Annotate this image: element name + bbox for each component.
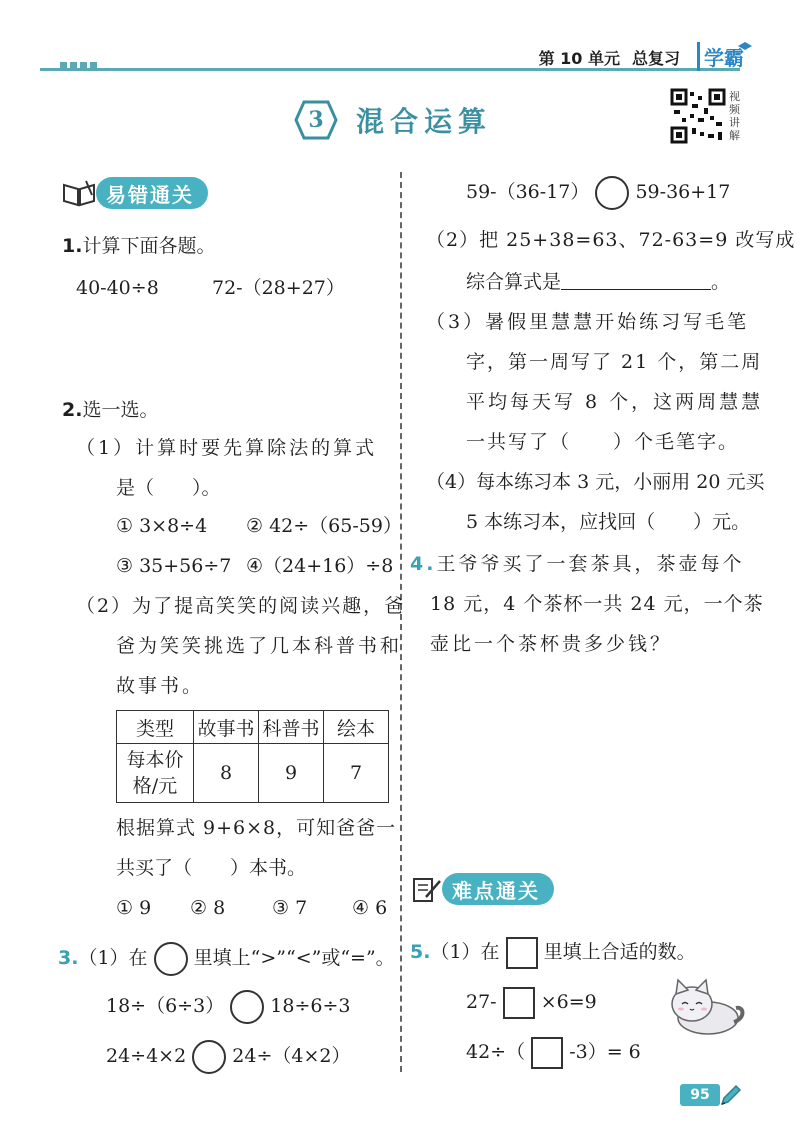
q3-p2-prefix: 综合算式是 xyxy=(466,271,562,293)
q2-p2-line3: 故事书。 xyxy=(116,675,205,697)
table-header-cell: 故事书 xyxy=(194,711,259,744)
section-title-easy xyxy=(96,177,208,209)
table-cell: 9 xyxy=(259,744,324,803)
question-number: 2. xyxy=(62,399,83,421)
q3-p3-line1: （3）暑假里慧慧开始练习写毛笔 xyxy=(426,311,750,333)
compare-circle-1[interactable] xyxy=(230,990,264,1024)
answer-square-1[interactable] xyxy=(503,987,535,1019)
question-number: 5. xyxy=(410,941,431,963)
row-label-line: 格/元 xyxy=(132,775,178,797)
section-title-hard xyxy=(442,873,554,905)
compare-right: 18÷6÷3 xyxy=(270,995,351,1017)
answer-square-2[interactable] xyxy=(531,1037,563,1069)
q3-compare-1 xyxy=(106,990,351,1024)
q1-expression-2: 72-（28+27） xyxy=(212,277,345,299)
table-header-cell: 类型 xyxy=(117,711,194,744)
q2-option-4[interactable]: ④（24+16）÷8 xyxy=(246,555,394,577)
q4-line3: 壶比一个茶杯贵多少钱？ xyxy=(430,633,673,655)
q5-p1-suffix: 里填上合适的数。 xyxy=(543,941,696,963)
q2-p2-line1: （2）为了提高笑笑的阅读兴趣，爸 xyxy=(76,595,406,617)
q3-compare-3 xyxy=(466,176,730,210)
lesson-title-text: 混合运算 xyxy=(356,105,493,138)
lesson-title xyxy=(300,100,492,140)
table-row xyxy=(117,744,389,803)
answer-circle-sample xyxy=(154,942,188,976)
q3-p1 xyxy=(58,942,395,976)
lesson-number-text: 3 xyxy=(308,107,324,133)
compare-left: 59-（36-17） xyxy=(466,181,590,203)
question-text: 选一选。 xyxy=(82,399,159,421)
q3-p2-line2 xyxy=(466,270,730,294)
q3-p2-line1: （2）把 25+38=63、72-63=9 改写成 xyxy=(426,229,796,251)
q4-line1 xyxy=(410,552,744,576)
q4-text: 王爷爷买了一套茶具，茶壶每个 xyxy=(436,553,745,575)
qr-label: 视频讲解 xyxy=(729,90,740,142)
unit-label: 第 10 单元 xyxy=(538,49,620,68)
header-dash xyxy=(70,62,77,68)
equation-suffix: -3）= 6 xyxy=(569,1041,641,1063)
q1-expression-1: 40-40÷8 xyxy=(76,277,159,299)
table-cell: 7 xyxy=(324,744,389,803)
table-row-label xyxy=(117,744,194,803)
section-banner-easy xyxy=(62,176,208,210)
question-number: 1. xyxy=(62,235,83,257)
header-dash xyxy=(60,62,67,68)
lesson-number xyxy=(300,104,332,136)
compare-circle-3[interactable] xyxy=(595,176,629,210)
header-dash xyxy=(80,62,87,68)
page-number: 95 xyxy=(680,1084,720,1106)
section-title-hard-text: 难点通关 xyxy=(452,878,540,903)
question-text: 计算下面各题。 xyxy=(82,235,216,257)
equation-prefix: 42÷（ xyxy=(466,1041,526,1063)
table-header-cell: 绘本 xyxy=(324,711,389,744)
pencil-icon xyxy=(718,1082,744,1108)
header-dash xyxy=(90,62,97,68)
q2-option-1[interactable]: ① 3×8÷4 xyxy=(116,515,208,537)
section-title-easy-text: 易错通关 xyxy=(106,182,194,207)
q5-equation-1 xyxy=(466,986,597,1019)
q3-p4-line1: （4）每本练习本 3 元，小丽用 20 元买 xyxy=(426,471,765,493)
q2-choice-2[interactable]: ② 8 xyxy=(190,897,226,919)
q3-p4-line2: 5 本练习本，应找回（ ）元。 xyxy=(466,511,751,533)
brand-logo: 学霸 xyxy=(697,42,744,71)
compare-circle-2[interactable] xyxy=(192,1040,226,1074)
question-number: 4. xyxy=(410,553,437,575)
table-header-row xyxy=(117,711,389,744)
equation-suffix: ×6=9 xyxy=(540,991,597,1013)
q2-p2-line5: 共买了（ ）本书。 xyxy=(116,857,307,879)
open-book-icon xyxy=(62,179,96,207)
q2-p1-line1: （1）计算时要先算除法的算式 xyxy=(76,437,378,459)
q2-p1-line2: 是（ ）。 xyxy=(116,477,221,499)
question-1 xyxy=(62,234,215,258)
cat-illustration-icon xyxy=(664,978,746,1036)
q3-compare-2 xyxy=(106,1040,351,1074)
review-label: 总复习 xyxy=(631,49,680,68)
q5-equation-2 xyxy=(466,1036,641,1069)
question-number: 3. xyxy=(58,947,79,969)
notepad-pen-icon xyxy=(412,875,442,903)
answer-blank-line[interactable] xyxy=(561,271,711,290)
q3-p1-prefix: （1）在 xyxy=(78,947,148,969)
q2-p2-line4: 根据算式 9+6×8，可知爸爸一 xyxy=(116,817,397,839)
q2-option-2[interactable]: ② 42÷（65-59） xyxy=(246,515,402,537)
graduation-cap-icon xyxy=(738,42,752,52)
q2-choice-1[interactable]: ① 9 xyxy=(116,897,152,919)
section-banner-hard xyxy=(412,872,554,906)
compare-left: 18÷（6÷3） xyxy=(106,995,225,1017)
q2-choice-3[interactable]: ③ 7 xyxy=(272,897,308,919)
compare-right: 59-36+17 xyxy=(635,181,731,203)
question-2 xyxy=(62,398,158,422)
row-label-line: 每本价 xyxy=(126,749,184,771)
q2-choice-4[interactable]: ④ 6 xyxy=(352,897,388,919)
q2-option-3[interactable]: ③ 35+56÷7 xyxy=(116,555,232,577)
q3-p2-suffix: 。 xyxy=(711,271,731,293)
compare-right: 24÷（4×2） xyxy=(232,1045,351,1067)
q5-p1-prefix: （1）在 xyxy=(430,941,500,963)
q3-p1-suffix: 里填上“>”“<”或“=”。 xyxy=(193,947,395,969)
q4-line2: 18 元，4 个茶杯一共 24 元，一个茶 xyxy=(430,593,764,615)
table-header-cell: 科普书 xyxy=(259,711,324,744)
table-cell: 8 xyxy=(194,744,259,803)
qr-code-icon[interactable] xyxy=(670,88,726,144)
column-divider xyxy=(400,172,402,1072)
equation-prefix: 27- xyxy=(466,991,497,1013)
q3-p3-line2: 字，第一周写了 21 个，第二周 xyxy=(466,351,763,373)
q2-p2-line2: 爸为笑笑挑选了几本科普书和 xyxy=(116,635,403,657)
q3-p3-line3: 平均每天写 8 个，这两周慧慧 xyxy=(466,391,764,413)
compare-left: 24÷4×2 xyxy=(106,1045,187,1067)
q3-p3-line4: 一共写了（ ）个毛笔字。 xyxy=(466,431,740,453)
q5-p1 xyxy=(410,936,696,969)
answer-square-sample xyxy=(506,937,538,969)
price-table xyxy=(116,710,389,803)
